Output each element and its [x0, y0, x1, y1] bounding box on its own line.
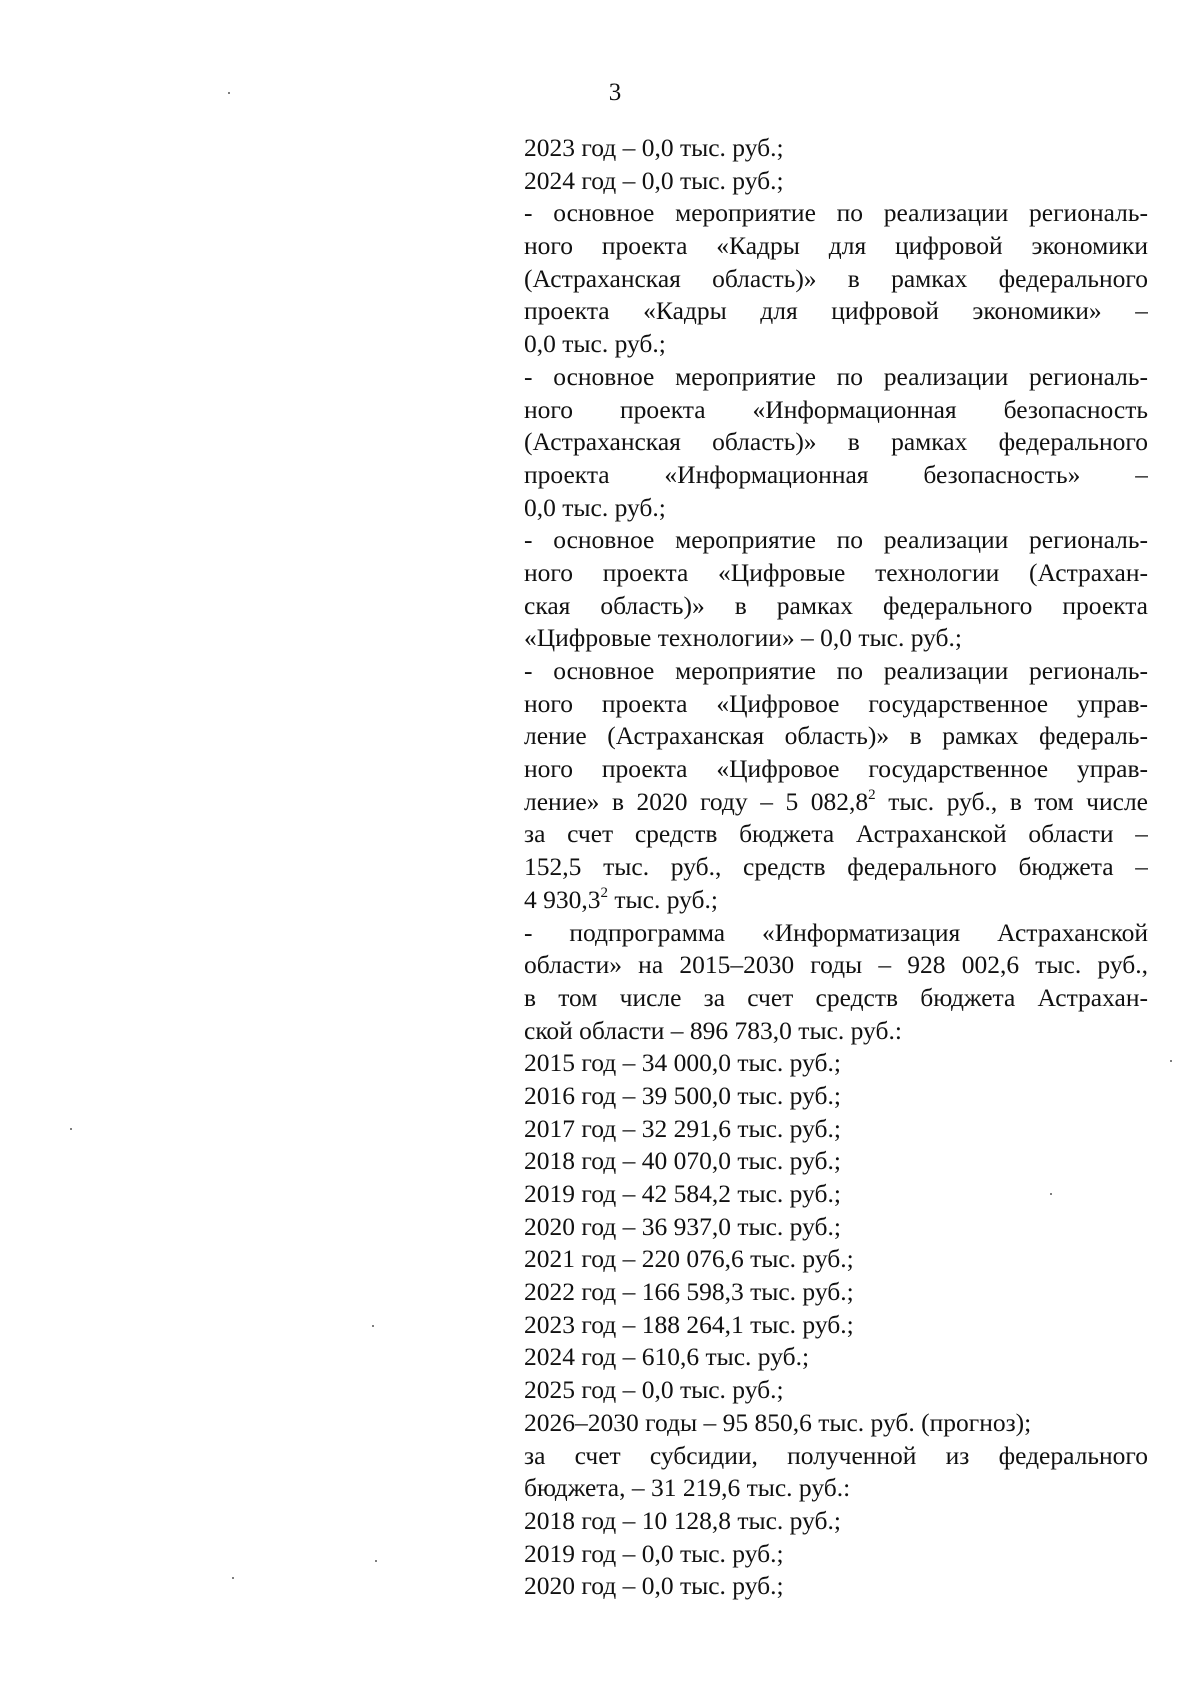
text-line-main: 2022 год – 166 598,3 тыс. руб.; — [524, 1277, 854, 1307]
text-line-main: в том числе за счет средств бюджета Астрахан- — [524, 982, 1148, 1012]
scan-speck — [70, 1128, 72, 1130]
text-line-main: «Цифровые технологии» – 0,0 тыс. руб.; — [524, 623, 962, 653]
text-line-main: 2024 год – 0,0 тыс. руб.; — [524, 165, 784, 195]
text-line — [524, 1243, 1148, 1276]
text-line-main: - основное мероприятие по реализации региональ- — [524, 198, 1148, 228]
text-line-main: 2026–2030 годы – 95 850,6 тыс. руб. (прогноз); — [524, 1407, 1032, 1437]
text-line — [524, 982, 1148, 1015]
text-line-main: ление (Астраханская область)» в рамках федераль- — [524, 721, 1148, 751]
text-line — [524, 1309, 1148, 1342]
text-line — [524, 1570, 1148, 1603]
text-line — [524, 1440, 1148, 1473]
scan-speck — [1050, 1193, 1052, 1195]
text-line — [524, 688, 1148, 721]
text-line-main: 2025 год – 0,0 тыс. руб.; — [524, 1375, 784, 1405]
text-line — [524, 590, 1148, 623]
text-line-main: 0,0 тыс. руб.; — [524, 329, 666, 359]
text-line — [524, 394, 1148, 427]
text-line — [524, 1145, 1148, 1178]
text-line-main: ление» в 2020 году – 5 082,8 — [524, 786, 869, 816]
text-line — [524, 492, 1148, 525]
text-line-main: 4 930,3 — [524, 884, 601, 914]
text-line-main: (Астраханская область)» в рамках федерального — [524, 427, 1148, 457]
text-line-main: ская область)» в рамках федерального проекта — [524, 590, 1148, 620]
text-line — [524, 1341, 1148, 1374]
text-line-main: 2021 год – 220 076,6 тыс. руб.; — [524, 1244, 854, 1274]
text-line-main: ного проекта «Кадры для цифровой экономики — [524, 231, 1148, 261]
text-line — [524, 361, 1148, 394]
text-line — [524, 786, 1148, 819]
text-line-main: проекта «Информационная безопасность» – — [524, 459, 1148, 489]
document-body-text — [524, 132, 1148, 1603]
text-line — [524, 426, 1148, 459]
text-line-main: за счет субсидии, полученной из федерального — [524, 1440, 1148, 1470]
text-line-main: ного проекта «Информационная безопасность — [524, 394, 1148, 424]
text-line-main: 2020 год – 0,0 тыс. руб.; — [524, 1571, 784, 1601]
text-line-main: проекта «Кадры для цифровой экономики» – — [524, 296, 1148, 326]
text-line — [524, 295, 1148, 328]
text-line — [524, 851, 1148, 884]
scan-speck — [232, 1577, 234, 1579]
scan-speck — [228, 92, 230, 94]
text-line-main: за счет средств бюджета Астраханской области – — [524, 819, 1148, 849]
text-line — [524, 459, 1148, 492]
text-line — [524, 1538, 1148, 1571]
text-line — [524, 818, 1148, 851]
scan-speck — [1170, 1060, 1172, 1062]
text-line-main: - основное мероприятие по реализации региональ- — [524, 656, 1148, 685]
footnote-marker: 2 — [600, 885, 608, 902]
text-line — [524, 263, 1148, 296]
scan-speck — [375, 1560, 377, 1562]
text-line-main: - основное мероприятие по реализации региональ- — [524, 525, 1148, 555]
text-line — [524, 1047, 1148, 1080]
text-line-main: ного проекта «Цифровое государственное управ- — [524, 754, 1148, 784]
text-line-main: 2023 год – 188 264,1 тыс. руб.; — [524, 1309, 854, 1339]
text-line-main: - основное мероприятие по реализации региональ- — [524, 361, 1148, 391]
text-line — [524, 165, 1148, 198]
text-line-main: 2018 год – 40 070,0 тыс. руб.; — [524, 1146, 841, 1176]
text-line — [524, 1505, 1148, 1538]
text-line — [524, 524, 1148, 557]
text-line — [524, 884, 1148, 917]
text-line — [524, 197, 1148, 230]
text-line — [524, 1407, 1148, 1440]
text-line-main: 2023 год – 0,0 тыс. руб.; — [524, 133, 784, 162]
text-line-main: ного проекта «Цифровые технологии (Астрахан- — [524, 557, 1148, 587]
text-line — [524, 917, 1148, 950]
scan-speck — [372, 1325, 374, 1327]
text-line — [524, 753, 1148, 786]
page-number: 3 — [608, 79, 622, 106]
text-line — [524, 132, 1148, 165]
text-line — [524, 1113, 1148, 1146]
text-line — [524, 1276, 1148, 1309]
text-line-main: 2024 год – 610,6 тыс. руб.; — [524, 1342, 810, 1372]
text-line-main: ской области – 896 783,0 тыс. руб.: — [524, 1015, 902, 1045]
text-line-main: 2017 год – 32 291,6 тыс. руб.; — [524, 1113, 841, 1143]
text-line — [524, 230, 1148, 263]
text-line — [524, 622, 1148, 655]
text-line-main: 2016 год – 39 500,0 тыс. руб.; — [524, 1080, 841, 1110]
text-line — [524, 1015, 1148, 1048]
text-line — [524, 655, 1148, 688]
text-line-main: 2019 год – 0,0 тыс. руб.; — [524, 1538, 784, 1568]
text-line-main: (Астраханская область)» в рамках федерального — [524, 263, 1148, 293]
text-line-continuation: тыс. руб., в том числе — [875, 786, 1148, 816]
text-line-main: - подпрограмма «Информатизация Астраханской — [524, 917, 1148, 947]
text-line-main: 2020 год – 36 937,0 тыс. руб.; — [524, 1211, 841, 1241]
text-line-main: 0,0 тыс. руб.; — [524, 492, 666, 522]
text-line — [524, 1374, 1148, 1407]
text-line — [524, 557, 1148, 590]
text-line — [524, 1472, 1148, 1505]
text-line-main: ного проекта «Цифровое государственное управ- — [524, 688, 1148, 718]
text-line-main: бюджета, – 31 219,6 тыс. руб.: — [524, 1473, 851, 1503]
text-line-continuation: тыс. руб.; — [608, 884, 718, 914]
text-line-main: области» на 2015–2030 годы – 928 002,6 тыс. руб., — [524, 950, 1148, 980]
text-line-main: 2015 год – 34 000,0 тыс. руб.; — [524, 1048, 841, 1078]
text-line — [524, 949, 1148, 982]
text-line-main: 152,5 тыс. руб., средств федерального бюджета – — [524, 852, 1148, 882]
footnote-marker: 2 — [868, 787, 876, 804]
text-line-main: 2018 год – 10 128,8 тыс. руб.; — [524, 1505, 841, 1535]
text-line — [524, 1178, 1148, 1211]
text-line — [524, 328, 1148, 361]
text-line — [524, 1211, 1148, 1244]
text-line — [524, 1080, 1148, 1113]
text-line — [524, 720, 1148, 753]
text-line-main: 2019 год – 42 584,2 тыс. руб.; — [524, 1179, 841, 1208]
